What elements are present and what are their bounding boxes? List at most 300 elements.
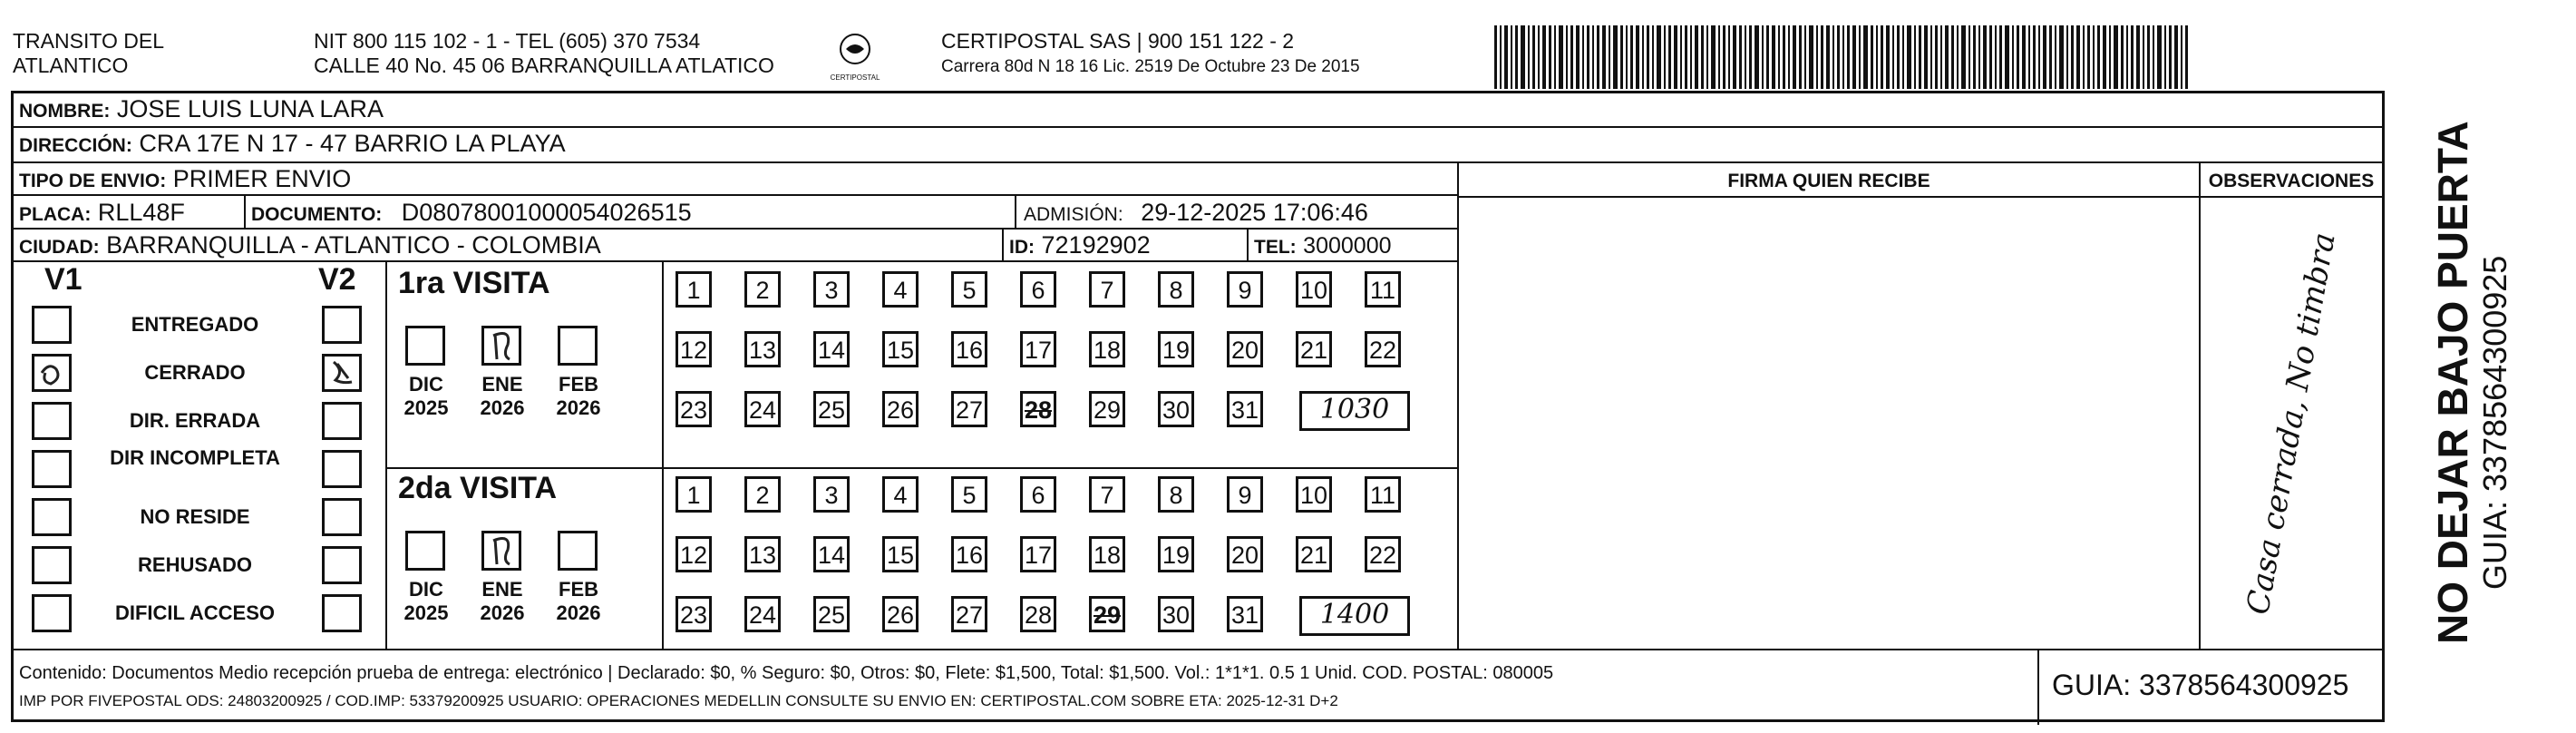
barcode-bar — [1935, 25, 1938, 89]
barcode-bar — [1766, 25, 1769, 89]
handwritten-time: 1400 — [1319, 599, 1390, 630]
barcode-bar — [1587, 25, 1589, 89]
visit-2-title: 2da VISITA — [398, 471, 558, 505]
license-line: Carrera 80d N 18 16 Lic. 2519 De Octubre 23 De 2015 — [941, 57, 1360, 76]
day-box[interactable]: 23 — [676, 391, 712, 427]
barcode-bar — [1897, 25, 1900, 89]
barcode-bar — [1852, 25, 1856, 89]
month-year: 2025 — [403, 396, 449, 419]
barcode-bar — [1664, 25, 1666, 89]
barcode-bar — [1793, 25, 1796, 89]
barcode-bar — [1799, 25, 1802, 89]
barcode-bar — [2169, 25, 2172, 89]
barcode-bar — [1876, 25, 1878, 89]
documento-label: DOCUMENTO: — [251, 204, 383, 225]
barcode-bar — [1945, 25, 1949, 89]
barcode-bar — [1566, 25, 1568, 89]
day-box[interactable]: 20 — [1227, 536, 1263, 572]
day-box[interactable]: 4 — [882, 476, 919, 513]
v1-checkbox[interactable] — [32, 402, 72, 440]
footer-contenido: Contenido: Documentos Medio recepción prueba de entrega: electrónico | Declarado: $0, % Seguro: $0, Otros: $0, Flete: $1,500, Total: $1,500. Vol.: 1*1*1. 0.5 1 Unid. COD. POSTAL: 080005 — [19, 663, 1554, 683]
handwritten-time: 1030 — [1319, 394, 1390, 425]
day-box[interactable]: 1 — [676, 271, 712, 308]
day-box[interactable]: 10 — [1296, 271, 1332, 308]
barcode-bar — [2126, 25, 2128, 89]
day-box[interactable]: 3 — [813, 476, 850, 513]
barcode-bar — [1804, 25, 1806, 89]
day-box[interactable]: 12 — [676, 536, 712, 572]
day-box[interactable]: 21 — [1296, 331, 1332, 367]
day-box[interactable]: 24 — [744, 391, 781, 427]
barcode-bar — [2005, 25, 2009, 89]
v2-checkbox[interactable] — [322, 354, 362, 392]
footer-guia: GUIA: 3378564300925 — [2052, 669, 2349, 701]
month-label — [474, 373, 530, 420]
barcode-bar — [1892, 25, 1894, 89]
v2-checkbox[interactable] — [322, 450, 362, 488]
month-label — [398, 373, 454, 420]
status-option-label: REHUSADO — [138, 553, 252, 576]
v2-checkbox[interactable] — [322, 498, 362, 536]
barcode-bar — [1690, 25, 1692, 89]
barcode-bar — [1592, 25, 1594, 89]
check-mark-icon — [325, 357, 359, 389]
tipo-envio-row — [14, 163, 1457, 196]
day-box[interactable]: 21 — [1296, 536, 1332, 572]
month-year: 2026 — [480, 396, 525, 419]
status-option-label: ENTREGADO — [131, 313, 259, 336]
nombre-row — [14, 93, 2382, 128]
day-box[interactable]: 22 — [1365, 331, 1401, 367]
direccion-value: CRA 17E N 17 - 47 BARRIO LA PLAYA — [139, 130, 566, 157]
month-year: 2026 — [556, 601, 601, 624]
day-box[interactable]: 28 — [1020, 596, 1056, 632]
barcode-bar — [1504, 25, 1508, 89]
nombre-value: JOSE LUIS LUNA LARA — [116, 95, 384, 122]
time-box[interactable] — [1299, 391, 1410, 431]
admision-field — [1024, 197, 1368, 230]
barcode-bar — [1978, 25, 1980, 89]
barcode-bar — [1816, 25, 1818, 89]
barcode-bar — [1886, 25, 1890, 89]
barcode-bar — [1609, 25, 1610, 89]
observaciones-area[interactable] — [2201, 198, 2382, 647]
documento-field — [251, 197, 692, 230]
barcode-bar — [1832, 25, 1834, 89]
barcode-bar — [1647, 25, 1649, 89]
day-box[interactable]: 4 — [882, 271, 919, 308]
direccion-label: DIRECCIÓN: — [19, 135, 132, 156]
day-box[interactable]: 30 — [1158, 391, 1194, 427]
barcode-bar — [2157, 25, 2162, 89]
day-box[interactable]: 26 — [882, 596, 919, 632]
day-box[interactable]: 28 — [1020, 391, 1056, 427]
day-box[interactable]: 22 — [1365, 536, 1401, 572]
barcode-bar — [1582, 25, 1584, 89]
barcode-bar — [1863, 25, 1868, 89]
barcode-bar — [1718, 25, 1720, 89]
day-box[interactable]: 13 — [744, 536, 781, 572]
v2-checkbox[interactable] — [322, 594, 362, 632]
month-year: 2026 — [556, 396, 601, 419]
month-label — [474, 578, 530, 625]
barcode-bar — [1549, 25, 1551, 89]
barcode-bar — [1515, 25, 1518, 89]
day-box[interactable]: 19 — [1158, 331, 1194, 367]
barcode-bar — [2143, 25, 2144, 89]
day-box[interactable]: 6 — [1020, 476, 1056, 513]
admision-label: ADMISIÓN: — [1024, 204, 1123, 225]
day-box[interactable]: 8 — [1158, 476, 1194, 513]
barcode-bar — [2022, 25, 2026, 89]
barcode-bar — [1755, 25, 1759, 89]
barcode-bar — [1597, 25, 1599, 89]
barcode-bar — [1701, 25, 1704, 89]
barcode-bar — [1968, 25, 1970, 89]
barcode-bar — [2066, 25, 2068, 89]
barcode-bar — [1924, 25, 1928, 89]
day-box[interactable]: 29 — [1089, 596, 1125, 632]
day-box[interactable]: 2 — [744, 271, 781, 308]
day-box[interactable]: 31 — [1227, 596, 1263, 632]
month-checkbox[interactable] — [481, 326, 521, 366]
barcode-bar — [1528, 25, 1530, 89]
v1-header: V1 — [44, 262, 83, 297]
barcode-bar — [1871, 25, 1873, 89]
barcode-bar — [2185, 25, 2188, 89]
barcode-bar — [1521, 25, 1525, 89]
logo-icon — [823, 31, 887, 73]
nombre-label: NOMBRE: — [19, 101, 111, 122]
side-text — [2430, 121, 2515, 644]
barcode-bar — [1957, 25, 1959, 89]
observaciones-header: OBSERVACIONES — [2208, 171, 2375, 191]
ciudad-label: CIUDAD: — [19, 237, 100, 258]
barcode-bar — [1951, 25, 1954, 89]
day-box[interactable]: 14 — [813, 331, 850, 367]
barcode-bar — [1783, 25, 1785, 89]
issuer-contact — [314, 29, 774, 78]
v1-checkbox[interactable] — [32, 594, 72, 632]
day-box[interactable]: 5 — [951, 271, 987, 308]
barcode-bar — [2038, 25, 2040, 89]
barcode-bar — [2147, 25, 2150, 89]
day-box[interactable]: 30 — [1158, 596, 1194, 632]
barcode-bar — [1674, 25, 1677, 89]
time-box[interactable] — [1299, 596, 1410, 636]
barcode-bar — [2059, 25, 2064, 89]
month-label — [550, 578, 607, 625]
month-label — [398, 578, 454, 625]
issuer-line-1: TRANSITO DEL — [13, 29, 164, 53]
logo-text: CERTIPOSTAL — [830, 73, 880, 82]
barcode-bar — [1881, 25, 1883, 89]
day-box[interactable]: 18 — [1089, 331, 1125, 367]
day-box[interactable]: 26 — [882, 391, 919, 427]
barcode-bar — [1570, 25, 1573, 89]
status-option-label: DIR. ERRADA — [129, 409, 261, 432]
barcode-bar — [1538, 25, 1540, 89]
barcode-bar — [1559, 25, 1563, 89]
barcode-bar — [2153, 25, 2154, 89]
barcode-bar — [2109, 25, 2111, 89]
barcode-bar — [1695, 25, 1698, 89]
month-checkbox[interactable] — [558, 326, 598, 366]
barcode-bar — [1642, 25, 1644, 89]
barcode-bar — [1842, 25, 1844, 89]
day-box[interactable]: 31 — [1227, 391, 1263, 427]
id-field — [1009, 230, 1151, 262]
day-box[interactable]: 7 — [1089, 271, 1125, 308]
day-box[interactable]: 20 — [1227, 331, 1263, 367]
v2-header: V2 — [318, 262, 356, 297]
day-box[interactable]: 19 — [1158, 536, 1194, 572]
barcode-bar — [1983, 25, 1987, 89]
barcode-bar — [1680, 25, 1682, 89]
barcode-bar — [1706, 25, 1708, 89]
tipo-value: PRIMER ENVIO — [172, 165, 352, 192]
barcode-bar — [1668, 25, 1671, 89]
month-name: ENE — [481, 373, 523, 396]
barcode-bar — [2087, 25, 2090, 89]
day-box[interactable]: 10 — [1296, 476, 1332, 513]
barcode-bar — [1914, 25, 1916, 89]
ciudad-value: BARRANQUILLA - ATLANTICO - COLOMBIA — [106, 231, 601, 259]
delivery-form — [11, 91, 2385, 722]
barcode-bar — [1685, 25, 1687, 89]
ciudad-row — [14, 230, 1457, 262]
barcode-bar — [2136, 25, 2140, 89]
barcode-bar — [1711, 25, 1716, 89]
address-line: CALLE 40 No. 45 06 BARRANQUILLA ATLATICO — [314, 54, 774, 77]
day-box[interactable]: 24 — [744, 596, 781, 632]
barcode-bar — [1989, 25, 1992, 89]
month-checkbox[interactable] — [558, 531, 598, 571]
barcode-bar — [1554, 25, 1556, 89]
barcode-bar — [2097, 25, 2100, 89]
tipo-label: TIPO DE ENVIO: — [19, 171, 167, 191]
documento-value: D08078001000054026515 — [401, 199, 692, 226]
barcode-bar — [1961, 25, 1966, 89]
barcode-bar — [2017, 25, 2019, 89]
tel-value: 3000000 — [1303, 233, 1392, 259]
placa-label: PLACA: — [19, 204, 92, 225]
placa-value: RLL48F — [97, 199, 185, 226]
firma-area[interactable] — [1459, 198, 2197, 647]
barcode-bar — [1733, 25, 1736, 89]
barcode-bar — [1762, 25, 1764, 89]
day-box[interactable]: 27 — [951, 596, 987, 632]
barcode-bar — [1821, 25, 1823, 89]
day-box[interactable]: 5 — [951, 476, 987, 513]
month-label — [550, 373, 607, 420]
barcode-bar — [1532, 25, 1535, 89]
barcode-bar — [1995, 25, 1997, 89]
month-checkbox[interactable] — [481, 531, 521, 571]
side-guia: GUIA: 3378564300925 — [2476, 255, 2513, 590]
barcode-bar — [1847, 25, 1850, 89]
month-checkbox[interactable] — [405, 531, 445, 571]
day-box[interactable]: 17 — [1020, 536, 1056, 572]
barcode-bar — [1749, 25, 1752, 89]
day-box[interactable]: 15 — [882, 536, 919, 572]
firma-header: FIRMA QUIEN RECIBE — [1727, 171, 1930, 191]
barcode-bar — [1576, 25, 1580, 89]
day-box[interactable]: 2 — [744, 476, 781, 513]
barcode-bar — [2181, 25, 2182, 89]
barcode-bar — [2114, 25, 2118, 89]
month-year: 2026 — [480, 601, 525, 624]
barcode-bar — [1630, 25, 1633, 89]
tel-field — [1254, 230, 1392, 262]
day-box[interactable]: 1 — [676, 476, 712, 513]
barcode-bar — [1636, 25, 1639, 89]
check-mark-icon — [484, 328, 519, 363]
observaciones-handwriting: Casa cerrada, No timbra — [2240, 230, 2343, 618]
issuer-name — [13, 29, 164, 78]
direccion-row — [14, 128, 2382, 163]
barcode-bar — [2071, 25, 2074, 89]
day-box[interactable]: 18 — [1089, 536, 1125, 572]
day-box[interactable]: 9 — [1227, 476, 1263, 513]
barcode-bar — [1602, 25, 1606, 89]
barcode-bar — [1613, 25, 1618, 89]
barcode-bar — [2083, 25, 2085, 89]
footer-imp-line: IMP POR FIVEPOSTAL ODS: 24803200925 / COD.IMP: 53379200925 USUARIO: OPERACIONES MEDELLIN CONSULTE SU ENVIO EN: CERTIPOSTAL.COM SOBRE ETA: 2025-12-31 D+2 — [19, 692, 1338, 709]
barcode-bar — [1907, 25, 1911, 89]
barcode-bar — [1494, 25, 1497, 89]
v1-checkbox[interactable] — [32, 498, 72, 536]
barcode-bar — [1940, 25, 1942, 89]
v1-checkbox[interactable] — [32, 354, 72, 392]
day-box[interactable]: 7 — [1089, 476, 1125, 513]
barcode-bar — [1500, 25, 1502, 89]
barcode-bar — [2121, 25, 2124, 89]
courier-info — [941, 29, 1360, 77]
day-box[interactable]: 9 — [1227, 271, 1263, 308]
placa-field — [19, 197, 185, 230]
v1-checkbox[interactable] — [32, 306, 72, 344]
v1-checkbox[interactable] — [32, 450, 72, 488]
barcode-bar — [2028, 25, 2030, 89]
barcode-bar — [2174, 25, 2178, 89]
barcode-bar — [1999, 25, 2002, 89]
month-name: FEB — [559, 373, 598, 396]
day-box[interactable]: 13 — [744, 331, 781, 367]
barcode-bar — [1723, 25, 1725, 89]
barcode-bar — [2043, 25, 2046, 89]
barcode-bar — [1657, 25, 1661, 89]
month-name: FEB — [559, 578, 598, 601]
day-box[interactable]: 23 — [676, 596, 712, 632]
day-box[interactable]: 16 — [951, 536, 987, 572]
barcode-bar — [1728, 25, 1730, 89]
day-box[interactable]: 17 — [1020, 331, 1056, 367]
id-value: 72192902 — [1041, 231, 1151, 259]
barcode-bar — [1652, 25, 1654, 89]
barcode-bar — [2076, 25, 2080, 89]
placa-row — [14, 196, 1457, 230]
nit-line: NIT 800 115 102 - 1 - TEL (605) 370 7534 — [314, 29, 701, 53]
day-box[interactable]: 14 — [813, 536, 850, 572]
id-label: ID: — [1009, 237, 1035, 258]
barcode-bar — [1626, 25, 1628, 89]
certipostal-logo — [823, 31, 887, 85]
day-box[interactable]: 29 — [1089, 391, 1125, 427]
day-box[interactable]: 8 — [1158, 271, 1194, 308]
barcode-bar — [1973, 25, 1976, 89]
barcode-bar — [1620, 25, 1623, 89]
barcode-bar — [1739, 25, 1742, 89]
month-year: 2025 — [403, 601, 449, 624]
v1-checkbox[interactable] — [32, 546, 72, 584]
day-box[interactable]: 25 — [813, 391, 850, 427]
v2-checkbox[interactable] — [322, 402, 362, 440]
tel-label: TEL: — [1254, 237, 1297, 258]
barcode-bar — [1778, 25, 1780, 89]
barcode-bar — [2049, 25, 2052, 89]
barcode-bar — [1930, 25, 1932, 89]
month-checkbox[interactable] — [405, 326, 445, 366]
barcode-bar — [2164, 25, 2166, 89]
barcode-bar — [2012, 25, 2014, 89]
day-box[interactable]: 11 — [1365, 271, 1401, 308]
month-name: DIC — [409, 373, 443, 396]
day-box[interactable]: 25 — [813, 596, 850, 632]
barcode-bar — [2103, 25, 2106, 89]
v2-checkbox[interactable] — [322, 306, 362, 344]
barcode-bar — [1542, 25, 1546, 89]
barcode-bar — [1919, 25, 1921, 89]
admision-value: 29-12-2025 17:06:46 — [1141, 199, 1368, 226]
status-option-label: DIFICIL ACCESO — [114, 601, 275, 624]
barcode-bar — [1902, 25, 1904, 89]
barcode-bar — [1788, 25, 1790, 89]
visit-1-title: 1ra VISITA — [398, 266, 550, 300]
day-box[interactable]: 27 — [951, 391, 987, 427]
month-name: DIC — [409, 578, 443, 601]
courier-line: CERTIPOSTAL SAS | 900 151 122 - 2 — [941, 29, 1295, 53]
day-box[interactable]: 12 — [676, 331, 712, 367]
day-box[interactable]: 15 — [882, 331, 919, 367]
ciudad-field — [19, 230, 601, 262]
barcode-bar — [1837, 25, 1840, 89]
barcode-bar — [2055, 25, 2056, 89]
month-name: ENE — [481, 578, 523, 601]
day-box[interactable]: 3 — [813, 271, 850, 308]
barcode-bar — [2131, 25, 2134, 89]
status-option-label: DIR INCOMPLETA — [110, 446, 280, 469]
check-mark-icon — [484, 533, 519, 568]
day-box[interactable]: 6 — [1020, 271, 1056, 308]
barcode-bar — [1809, 25, 1813, 89]
issuer-line-2: ATLANTICO — [13, 54, 129, 77]
day-box[interactable]: 16 — [951, 331, 987, 367]
check-mark-icon — [34, 357, 69, 389]
barcode-bar — [1745, 25, 1746, 89]
barcode-bar — [1826, 25, 1830, 89]
barcode-bar — [2093, 25, 2095, 89]
barcode-bar — [1511, 25, 1512, 89]
status-option-label: NO RESIDE — [140, 505, 250, 528]
no-dejar-bajo-puerta: NO DEJAR BAJO PUERTA — [2429, 121, 2476, 644]
status-option-label: CERRADO — [144, 361, 246, 384]
barcode-bar — [1859, 25, 1861, 89]
barcode — [1494, 25, 2383, 89]
day-box[interactable]: 11 — [1365, 476, 1401, 513]
v2-checkbox[interactable] — [322, 546, 362, 584]
barcode-bar — [2033, 25, 2036, 89]
